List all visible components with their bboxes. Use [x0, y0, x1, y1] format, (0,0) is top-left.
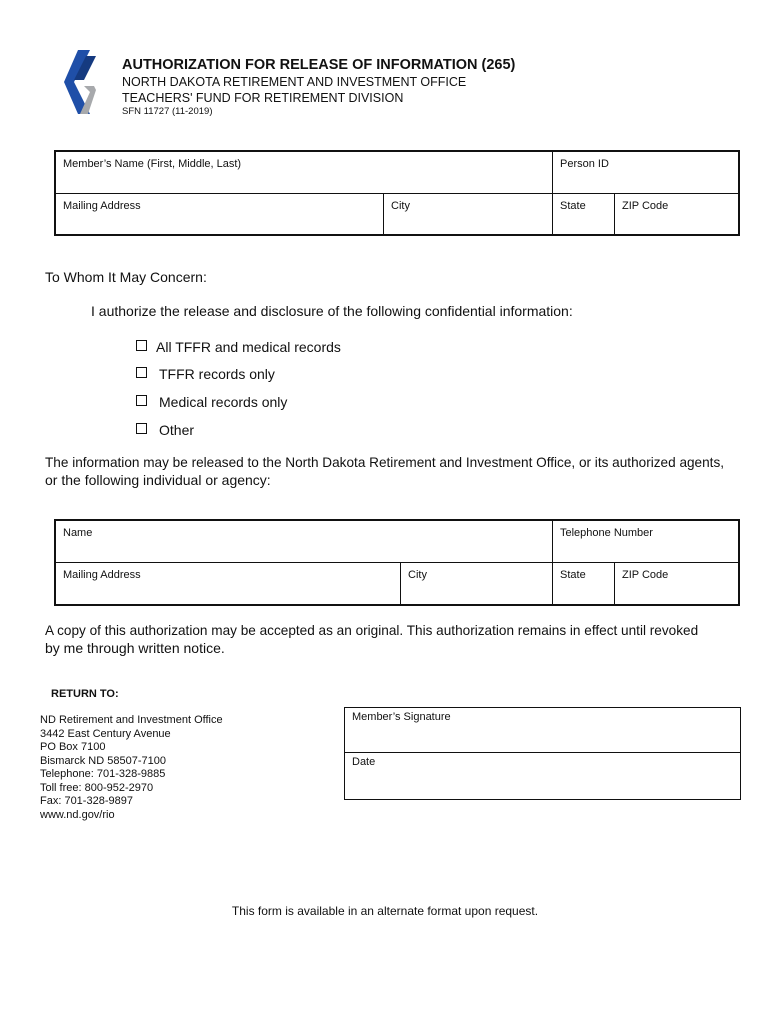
- person-id-label: Person ID: [560, 158, 609, 170]
- return-to-heading: RETURN TO:: [51, 688, 119, 700]
- signature-table: [344, 707, 741, 800]
- zip-label: ZIP Code: [622, 200, 669, 212]
- checkbox-medical-only[interactable]: [136, 393, 150, 407]
- checkbox-tffr-only[interactable]: [136, 365, 150, 379]
- option-tffr-only-label: TFFR records only: [159, 366, 275, 382]
- form-number: SFN 11727 (11-2019): [122, 106, 213, 117]
- return-address-block: [40, 714, 223, 822]
- recipient-name-label: Name: [63, 527, 93, 539]
- member-zip-field[interactable]: [615, 194, 740, 236]
- salutation: To Whom It May Concern:: [45, 269, 207, 285]
- member-mailing-address-field[interactable]: [56, 194, 383, 236]
- return-address-line: PO Box 7100: [40, 741, 106, 753]
- recipient-mailing-address-field[interactable]: [56, 563, 400, 606]
- telephone-label: Telephone Number: [560, 527, 653, 539]
- telephone-field[interactable]: [553, 521, 740, 562]
- checkbox-all-records[interactable]: [136, 338, 150, 352]
- member-city-field[interactable]: [384, 194, 552, 236]
- option-other-label: Other: [159, 422, 195, 438]
- member-info-table: [54, 150, 740, 236]
- state-label: State: [560, 200, 586, 212]
- recipient-zip-label: ZIP Code: [622, 569, 669, 581]
- org-line-2: TEACHERS' FUND FOR RETIREMENT DIVISION: [122, 91, 404, 105]
- option-medical-only-label: Medical records only: [159, 394, 288, 410]
- return-address-line: Telephone: 701-328-9885: [40, 768, 166, 780]
- recipient-state-field[interactable]: [553, 563, 614, 606]
- return-address-line: 3442 East Century Avenue: [40, 727, 171, 740]
- city-label: City: [391, 200, 410, 212]
- signature-label: Member’s Signature: [352, 711, 451, 723]
- return-address-line: Toll free: 800-952-2970: [40, 781, 154, 794]
- release-text-line1: The information may be released to the North Dakota Retirement and Investment Office, or its authorized agents,: [45, 455, 725, 470]
- recipient-mailing-address-label: Mailing Address: [63, 569, 141, 581]
- copy-notice-line1: A copy of this authorization may be accepted as an original. This authorization remains in effect until revoked: [45, 623, 699, 638]
- return-address-line: ND Retirement and Investment Office: [40, 714, 223, 726]
- member-state-field[interactable]: [553, 194, 614, 236]
- member-name-label: Member’s Name (First, Middle, Last): [63, 158, 242, 170]
- alternate-format-notice: This form is available in an alternate format upon request.: [231, 904, 539, 918]
- return-address-line: Bismarck ND 58507-7100: [40, 754, 166, 767]
- release-text-line2: or the following individual or agency:: [45, 472, 271, 488]
- recipient-name-field[interactable]: [56, 521, 552, 562]
- member-name-field[interactable]: [56, 152, 552, 193]
- copy-notice-line2: by me through written notice.: [45, 640, 225, 656]
- authorize-statement: I authorize the release and disclosure of the following confidential information:: [91, 303, 573, 319]
- recipient-info-table: [54, 519, 740, 606]
- return-website-link[interactable]: www.nd.gov/rio: [40, 808, 115, 821]
- checkbox-other[interactable]: [136, 421, 150, 435]
- recipient-city-field[interactable]: [401, 563, 552, 606]
- ndrio-logo-icon: [60, 50, 98, 120]
- date-label: Date: [352, 756, 376, 768]
- return-address-line: Fax: 701-328-9897: [40, 795, 133, 807]
- member-signature-field[interactable]: [345, 708, 740, 752]
- person-id-field[interactable]: [553, 152, 740, 193]
- form-title: AUTHORIZATION FOR RELEASE OF INFORMATION (265): [122, 57, 516, 73]
- mailing-address-label: Mailing Address: [63, 200, 141, 212]
- recipient-state-label: State: [560, 569, 586, 581]
- option-all-records-label: All TFFR and medical records: [156, 339, 341, 355]
- recipient-zip-field[interactable]: [615, 563, 740, 606]
- recipient-city-label: City: [408, 569, 427, 581]
- date-field[interactable]: [345, 753, 740, 799]
- org-line-1: NORTH DAKOTA RETIREMENT AND INVESTMENT OFFICE: [122, 75, 467, 89]
